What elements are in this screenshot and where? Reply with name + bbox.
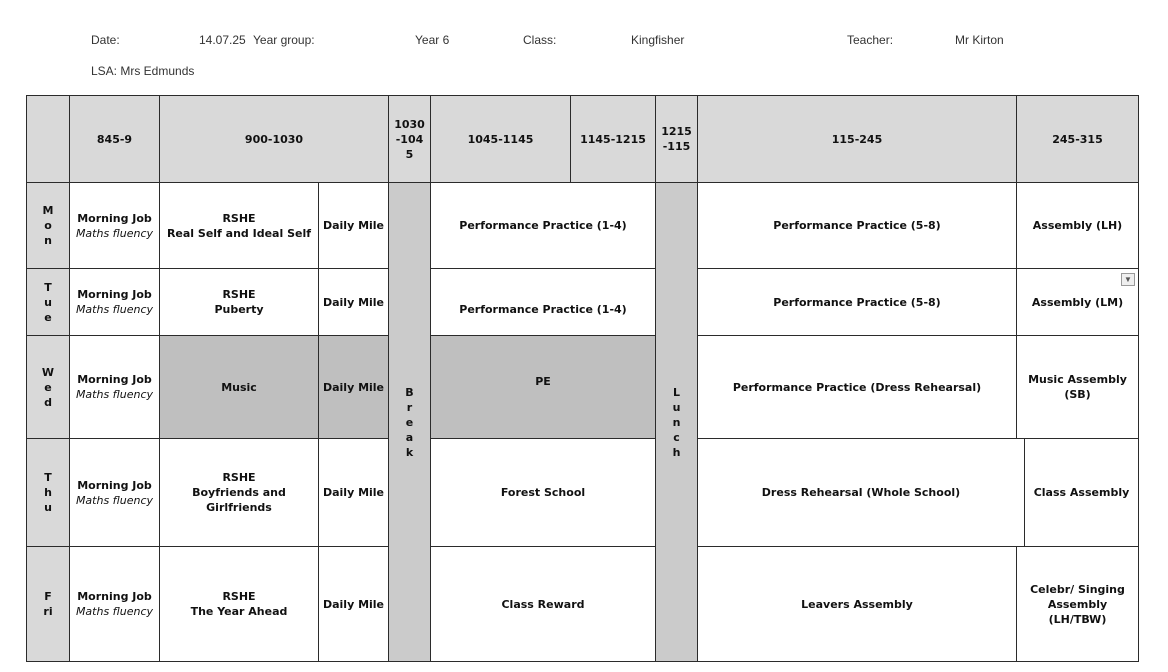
lesson-title: Assembly (LM) xyxy=(1031,295,1124,309)
day-label-mon xyxy=(26,182,70,269)
wed-pe xyxy=(430,335,656,439)
day-letter: h xyxy=(44,486,52,499)
day-letter: u xyxy=(44,295,52,309)
wed-daily-mile xyxy=(318,335,389,439)
lesson-subtitle: Maths fluency xyxy=(75,388,154,401)
fri-assembly xyxy=(1016,546,1139,662)
tue-daily-mile xyxy=(318,268,389,336)
break-letter: a xyxy=(405,430,414,444)
day-label-tue xyxy=(26,268,70,336)
fri-rshe xyxy=(159,546,319,662)
lesson-title: Class Reward xyxy=(501,597,585,611)
tue-morning-job xyxy=(69,268,160,336)
lesson-title: Class Assembly xyxy=(1033,486,1130,499)
fri-midday xyxy=(430,546,656,662)
date-value: 14.07.25 xyxy=(199,33,246,47)
lunch-letter: u xyxy=(672,400,681,414)
teacher-label: Teacher: xyxy=(847,33,894,47)
time-label-part: -115 xyxy=(662,140,691,153)
time-label: 845-9 xyxy=(96,132,133,146)
wed-afternoon xyxy=(697,335,1017,439)
lesson-title: Daily Mile xyxy=(322,486,385,499)
day-letter: u xyxy=(44,501,52,514)
dropdown-arrow-icon[interactable]: ▼ xyxy=(1121,273,1135,286)
break-letter: r xyxy=(406,400,413,414)
lesson-title: Morning Job xyxy=(77,288,152,301)
lesson-title: Music Assembly (SB) xyxy=(1028,373,1127,401)
mon-morning-job xyxy=(69,182,160,269)
lesson-title: Morning Job xyxy=(77,590,152,603)
time-label: 1145-1215 xyxy=(580,132,646,146)
lesson-title: RSHE xyxy=(222,288,256,301)
time-label: 1045-1145 xyxy=(467,132,534,146)
year-group-label: Year group: xyxy=(253,33,315,47)
thu-assembly xyxy=(1024,438,1139,547)
day-letter: ri xyxy=(43,605,53,618)
lesson-title: Music xyxy=(221,380,257,394)
class-value: Kingfisher xyxy=(631,33,685,47)
lunch-letter: h xyxy=(672,445,681,459)
lesson-title: Daily Mile xyxy=(322,295,385,309)
time-slot-1215-115 xyxy=(655,95,698,183)
lesson-title: RSHE xyxy=(222,211,256,225)
fri-daily-mile xyxy=(318,546,389,662)
tue-rshe xyxy=(159,268,319,336)
thu-morning-job xyxy=(69,438,160,547)
mon-rshe xyxy=(159,182,319,269)
lesson-title: Performance Practice (1-4) xyxy=(459,302,627,316)
lesson-title-line: Assembly xyxy=(1047,597,1108,611)
day-letter: T xyxy=(44,471,52,484)
lesson-title: PE xyxy=(535,375,551,388)
mon-daily-mile xyxy=(318,182,389,269)
lesson-title: RSHE xyxy=(222,590,256,603)
lesson-subtitle: Maths fluency xyxy=(75,303,154,316)
time-slot-1045-1145 xyxy=(430,95,571,183)
lesson-title: Forest School xyxy=(500,486,586,499)
lesson-title: Leavers Assembly xyxy=(801,597,913,611)
day-letter: e xyxy=(44,380,52,394)
fri-afternoon xyxy=(697,546,1017,662)
time-slot-1030-1045 xyxy=(388,95,431,183)
lesson-title-line: (LH/TBW) xyxy=(1048,612,1107,626)
day-letter: n xyxy=(44,234,52,247)
day-letter: F xyxy=(44,590,52,603)
lesson-subtitle: Maths fluency xyxy=(75,226,154,240)
lesson-subtitle: Boyfriends and Girlfriends xyxy=(192,486,286,514)
fri-morning-job xyxy=(69,546,160,662)
corner-cell xyxy=(26,95,70,183)
tue-midday xyxy=(430,268,656,336)
lesson-subtitle: The Year Ahead xyxy=(190,605,288,618)
lesson-title: Performance Practice (Dress Rehearsal) xyxy=(732,380,982,394)
time-label-part: 1030 xyxy=(394,117,425,131)
day-label-thu xyxy=(26,438,70,547)
wed-music xyxy=(159,335,319,439)
lesson-title: Daily Mile xyxy=(322,597,385,611)
break-letter: k xyxy=(405,445,414,459)
lesson-subtitle: Maths fluency xyxy=(75,605,154,618)
lesson-title: Morning Job xyxy=(77,373,152,386)
break-letter: e xyxy=(405,415,414,429)
mon-assembly xyxy=(1016,182,1139,269)
lesson-title: Assembly (LH) xyxy=(1032,219,1123,232)
lsa-info: LSA: Mrs Edmunds xyxy=(91,64,195,78)
lesson-title: Performance Practice (5-8) xyxy=(773,219,941,232)
mon-midday xyxy=(430,182,656,269)
lunch-letter: L xyxy=(672,385,680,399)
thu-midday xyxy=(430,438,656,547)
wed-morning-job xyxy=(69,335,160,439)
time-label: 245-315 xyxy=(1052,132,1103,146)
lunch-letter: c xyxy=(673,430,680,444)
date-label: Date: xyxy=(91,33,120,47)
lesson-title-line: Celebr/ Singing xyxy=(1030,582,1125,596)
lesson-title: Performance Practice (1-4) xyxy=(459,219,627,232)
lesson-subtitle: Maths fluency xyxy=(75,493,154,507)
time-label: 900-1030 xyxy=(244,132,304,146)
break-letter: B xyxy=(405,385,414,399)
year-group-value: Year 6 xyxy=(415,33,450,47)
break-column xyxy=(388,182,431,662)
time-slot-115-245 xyxy=(697,95,1017,183)
lesson-title: Daily Mile xyxy=(322,219,385,232)
day-letter: M xyxy=(42,204,54,217)
time-slot-900-1030 xyxy=(159,95,389,183)
day-label-wed xyxy=(26,335,70,439)
teacher-value: Mr Kirton xyxy=(955,33,1004,47)
lunch-column xyxy=(655,182,698,662)
day-letter: T xyxy=(44,280,52,294)
day-letter: o xyxy=(44,219,52,232)
lesson-subtitle: Real Self and Ideal Self xyxy=(166,226,312,240)
lesson-title: Dress Rehearsal (Whole School) xyxy=(761,486,961,499)
mon-afternoon xyxy=(697,182,1017,269)
lesson-subtitle: Puberty xyxy=(214,303,264,316)
lesson-title: Performance Practice (5-8) xyxy=(773,295,941,309)
day-letter: W xyxy=(41,365,55,379)
thu-daily-mile xyxy=(318,438,389,547)
time-label-part: -104 xyxy=(395,132,424,146)
time-slot-245-315 xyxy=(1016,95,1139,183)
thu-rshe xyxy=(159,438,319,547)
time-slot-1145-1215 xyxy=(570,95,656,183)
time-label: 115-245 xyxy=(831,132,883,146)
time-slot-845-9 xyxy=(69,95,160,183)
time-label-part: 5 xyxy=(405,147,414,161)
day-label-fri xyxy=(26,546,70,662)
lesson-title: Morning Job xyxy=(77,211,152,225)
day-letter: e xyxy=(44,310,52,324)
class-label: Class: xyxy=(523,33,557,47)
day-letter: d xyxy=(44,395,52,409)
time-label-part: 1215 xyxy=(661,125,692,138)
lesson-title: RSHE xyxy=(222,471,256,484)
lunch-letter: n xyxy=(672,415,681,429)
wed-assembly xyxy=(1016,335,1139,439)
tue-afternoon xyxy=(697,268,1017,336)
lesson-title: Daily Mile xyxy=(322,380,385,394)
lesson-title: Morning Job xyxy=(77,478,152,492)
thu-afternoon xyxy=(697,438,1025,547)
